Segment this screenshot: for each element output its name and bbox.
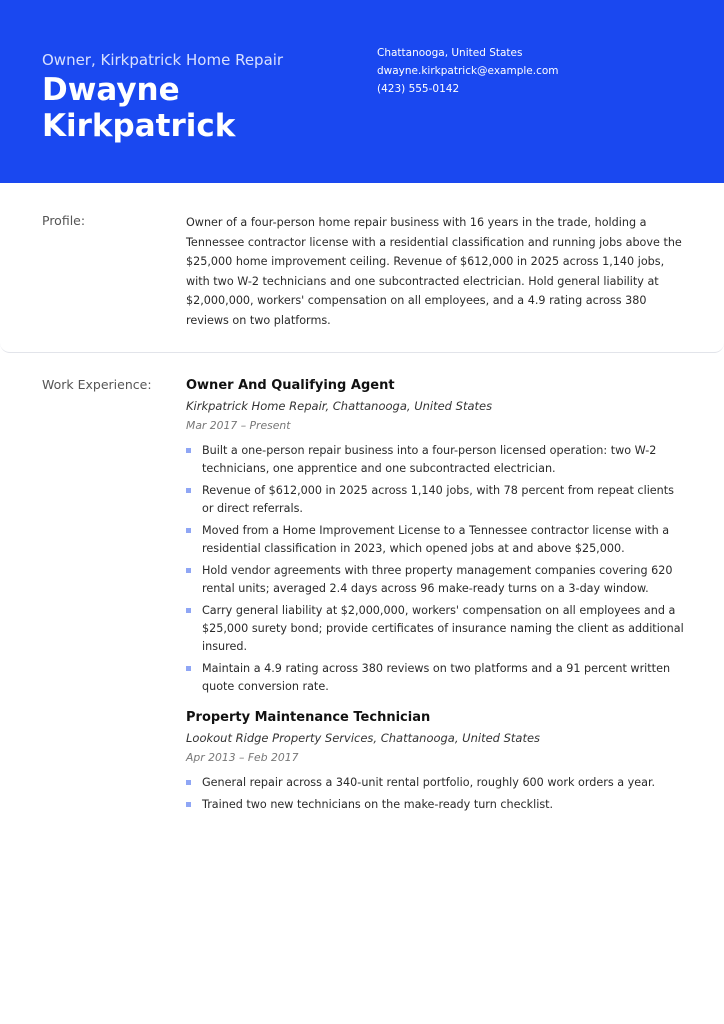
bullet-square-icon: [186, 666, 191, 671]
work-experience-label: Work Experience:: [42, 377, 152, 392]
bullet-text: Built a one-person repair business into a four-person licensed operation: two W-2 technicians, one apprentice and one subcontracted electrician.: [202, 444, 657, 475]
bullet-square-icon: [186, 568, 191, 573]
job-dates: Apr 2013 – Feb 2017: [186, 751, 299, 764]
bullet-item: [186, 660, 686, 696]
job-title: Owner And Qualifying Agent: [186, 378, 395, 393]
bullet-square-icon: [186, 448, 191, 453]
resume-header: [0, 0, 724, 183]
contact-email[interactable]: dwayne.kirkpatrick@example.com: [377, 65, 559, 77]
job-company: Kirkpatrick Home Repair, Chattanooga, United States: [186, 399, 493, 413]
bullet-text: Moved from a Home Improvement License to a Tennessee contractor license with a residential classification in 2023, which opened jobs at and above $25,000.: [202, 524, 670, 555]
bullet-text: Carry general liability at $2,000,000, workers' compensation on all employees and a $25,000 surety bond; provide certificates of insurance naming the client as additional insured.: [202, 604, 684, 653]
bullet-square-icon: [186, 780, 191, 785]
bullet-text: Hold vendor agreements with three property management companies covering 620 rental units; averaged 2.4 days across 96 make-ready turns on a 3-day window.: [202, 564, 673, 595]
job-company: Lookout Ridge Property Services, Chattanooga, United States: [186, 731, 541, 745]
bullet-item: [186, 796, 686, 814]
job-bullets: [186, 774, 686, 814]
job-dates: Mar 2017 – Present: [186, 419, 291, 432]
profile-text: Owner of a four-person home repair business with 16 years in the trade, holding a Tennessee contractor license with a residential classification and running jobs above the $25,000 home improvement ceiling. Revenue of $612,000 in 2025 across 1,140 jobs, with two W-2 technicians and one subcontracted electrician. Hold general liability at $2,000,000, workers' compensation on all employees, and a 4.9 rating across 380 reviews on two platforms.: [186, 216, 682, 327]
bullet-item: [186, 522, 686, 558]
job-subtitle: Owner, Kirkpatrick Home Repair: [42, 51, 284, 69]
bullet-square-icon: [186, 488, 191, 493]
profile-label: Profile:: [42, 213, 86, 228]
bullet-item: [186, 562, 686, 598]
job-entry: [186, 378, 686, 696]
bullet-text: General repair across a 340-unit rental portfolio, roughly 600 work orders a year.: [202, 776, 656, 789]
bullet-square-icon: [186, 608, 191, 613]
job-bullets: [186, 442, 686, 696]
bullet-item: [186, 482, 686, 518]
profile-section: [0, 183, 724, 353]
bullet-square-icon: [186, 802, 191, 807]
bullet-item: [186, 602, 686, 656]
contact-block: [377, 44, 559, 98]
bullet-text: Trained two new technicians on the make-ready turn checklist.: [202, 798, 554, 811]
candidate-name: Dwayne Kirkpatrick: [42, 72, 236, 144]
work-experience-list: [186, 378, 686, 818]
contact-phone[interactable]: (423) 555-0142: [377, 83, 460, 95]
job-title: Property Maintenance Technician: [186, 710, 431, 725]
bullet-text: Revenue of $612,000 in 2025 across 1,140 jobs, with 78 percent from repeat clients or direct referrals.: [202, 484, 674, 515]
bullet-item: [186, 442, 686, 478]
bullet-square-icon: [186, 528, 191, 533]
contact-location: Chattanooga, United States: [377, 47, 523, 59]
bullet-item: [186, 774, 686, 792]
bullet-text: Maintain a 4.9 rating across 380 reviews on two platforms and a 91 percent written quote conversion rate.: [202, 662, 671, 693]
job-entry: [186, 710, 686, 814]
